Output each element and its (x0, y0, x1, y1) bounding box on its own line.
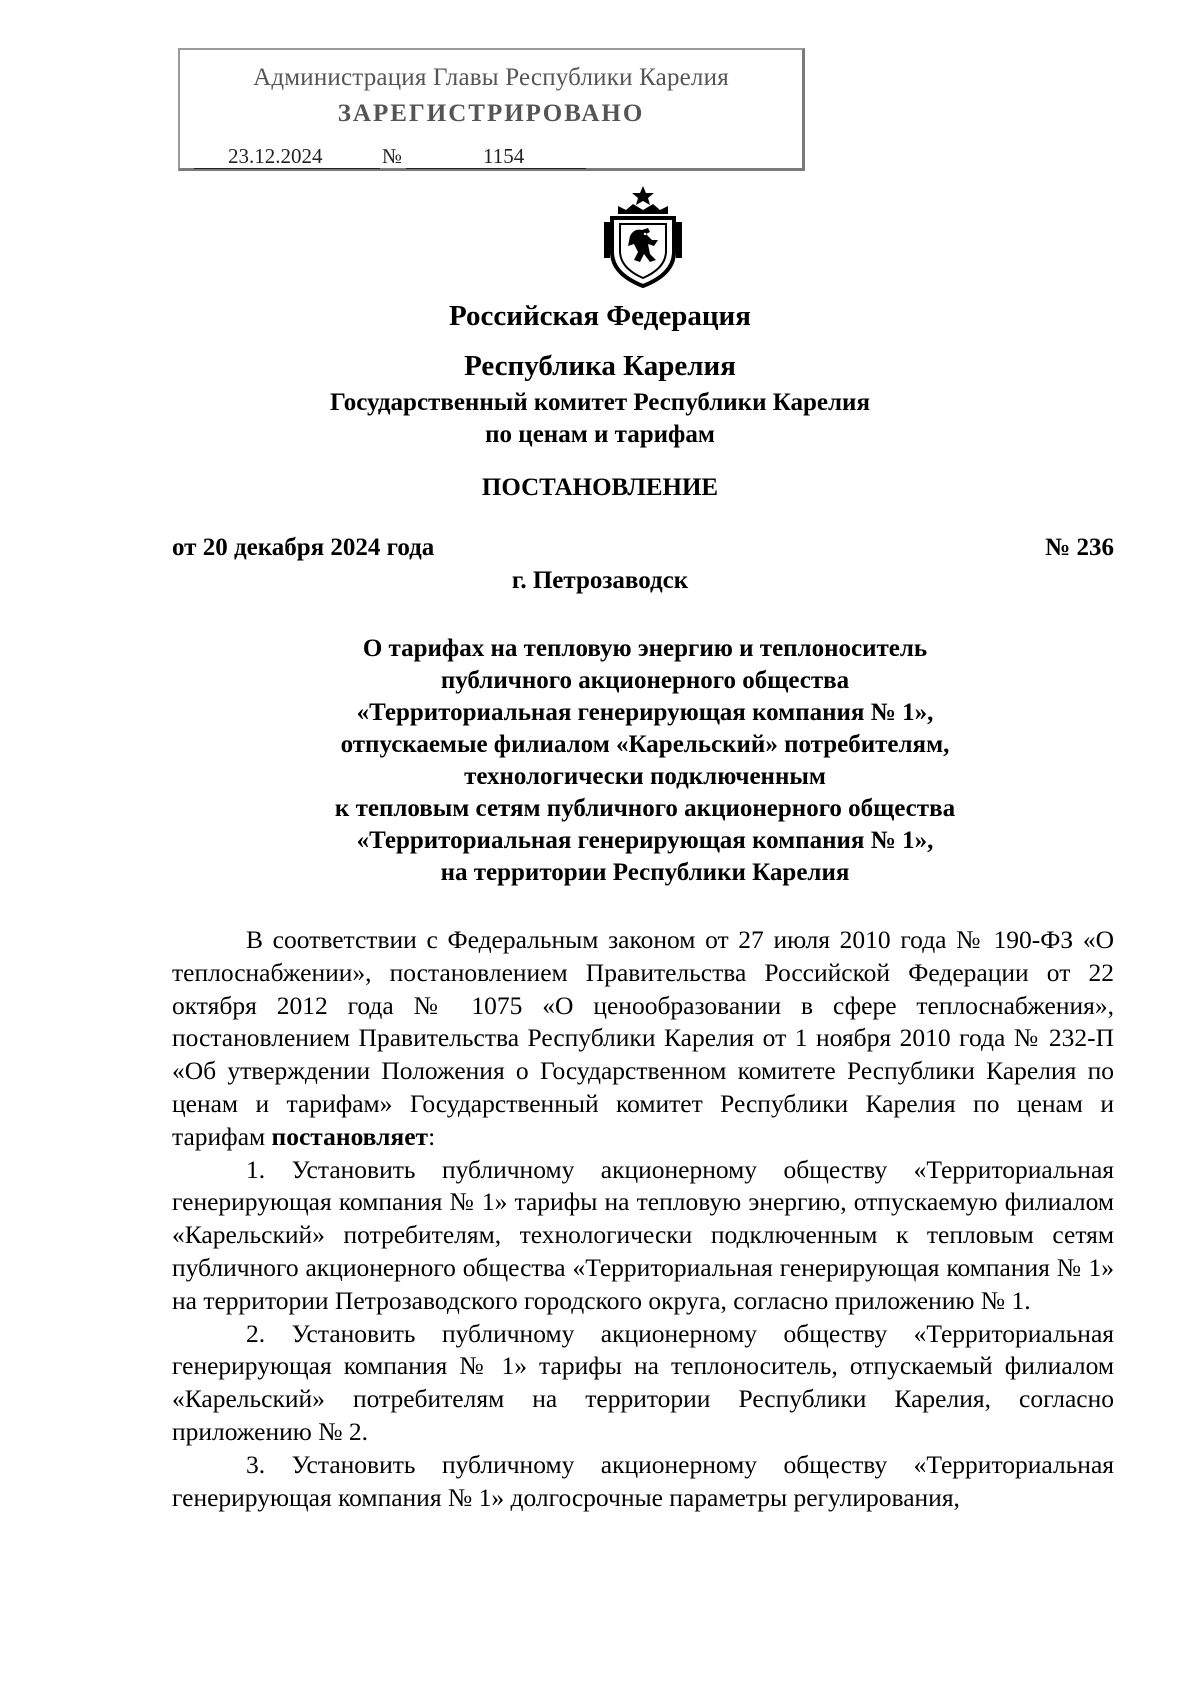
document-body (172, 924, 1114, 1514)
title-line: «Территориальная генерирующая компания № 1», (356, 699, 934, 726)
stamp-number: 1154 (483, 144, 525, 168)
clause-paragraph: 2. Установить публичному акционерному обществу «Территориальная генерирующая компания № 1» тарифы на теплоноситель, отпускаемый филиалом «Карельский» потребителям на территории Республики Карелия, согласно приложению № 2. (172, 1318, 1114, 1446)
title-line: отпускаемые филиалом «Карельский» потребителям, (340, 731, 950, 758)
stamp-status: ЗАРЕГИСТРИРОВАНО (337, 100, 645, 127)
stamp-date-underline (194, 168, 380, 169)
decree-colon: : (428, 1121, 436, 1151)
heading-federation: Российская Федерация (449, 300, 751, 332)
stamp-organization: Администрация Главы Республики Карелия (253, 64, 729, 91)
heading-committee-subtitle: по ценам и тарифам (485, 421, 715, 448)
document-type: ПОСТАНОВЛЕНИЕ (481, 474, 719, 501)
document-title (0, 633, 1200, 889)
coat-of-arms-icon (598, 184, 688, 288)
preamble-text: В соответствии с Федеральным законом от 27 июля 2010 года № 190-ФЗ «О теплоснабжении», постановлением Правительства Российской Федерации от 22 октября 2012 года № 1075 «О ценообразовании в сфере теплоснабжения», постановлением Правительства Республики Карелия от 1 ноября 2010 года № 232-П «Об утверждении Положения о Государственном комитете Республики Карелия по ценам и тарифам» Государственный комитет Республики Карелия по ценам и тарифам (172, 925, 1114, 1151)
heading-committee: Государственный комитет Республики Карелия (330, 389, 870, 416)
stamp-number-underline (406, 168, 586, 169)
title-line: к тепловым сетям публичного акционерного общества (334, 795, 956, 822)
clause-paragraph: 1. Установить публичному акционерному обществу «Территориальная генерирующая компания № 1» тарифы на тепловую энергию, отпускаемую филиалом «Карельский» потребителям, технологически подключенным к тепловым сетям публичного акционерного общества «Территориальная генерирующая компания № 1» на территории Петрозаводского городского округа, согласно приложению № 1. (172, 1154, 1114, 1315)
stamp-registration-line (180, 144, 600, 168)
title-line: О тарифах на тепловую энергию и теплоноситель (362, 635, 928, 662)
document-number: № 236 (1045, 534, 1114, 561)
title-line: «Территориальная генерирующая компания № 1», (356, 827, 934, 854)
decree-word: постановляет (271, 1121, 429, 1151)
document-date: от 20 декабря 2024 года (172, 534, 435, 561)
title-line: технологически подключенным (464, 763, 826, 790)
preamble-paragraph (172, 924, 1114, 1154)
stamp-number-sign: № (382, 144, 403, 168)
title-line: на территории Республики Карелия (440, 859, 850, 886)
stamp-date: 23.12.2024 (228, 144, 323, 168)
document-city: г. Петрозаводск (511, 567, 689, 594)
registration-stamp (178, 48, 805, 171)
title-line: публичного акционерного общества (440, 667, 850, 694)
heading-republic: Республика Карелия (464, 350, 736, 382)
clause-paragraph: 3. Установить публичному акционерному обществу «Территориальная генерирующая компания № 1» долгосрочные параметры регулирования, (172, 1449, 1114, 1512)
